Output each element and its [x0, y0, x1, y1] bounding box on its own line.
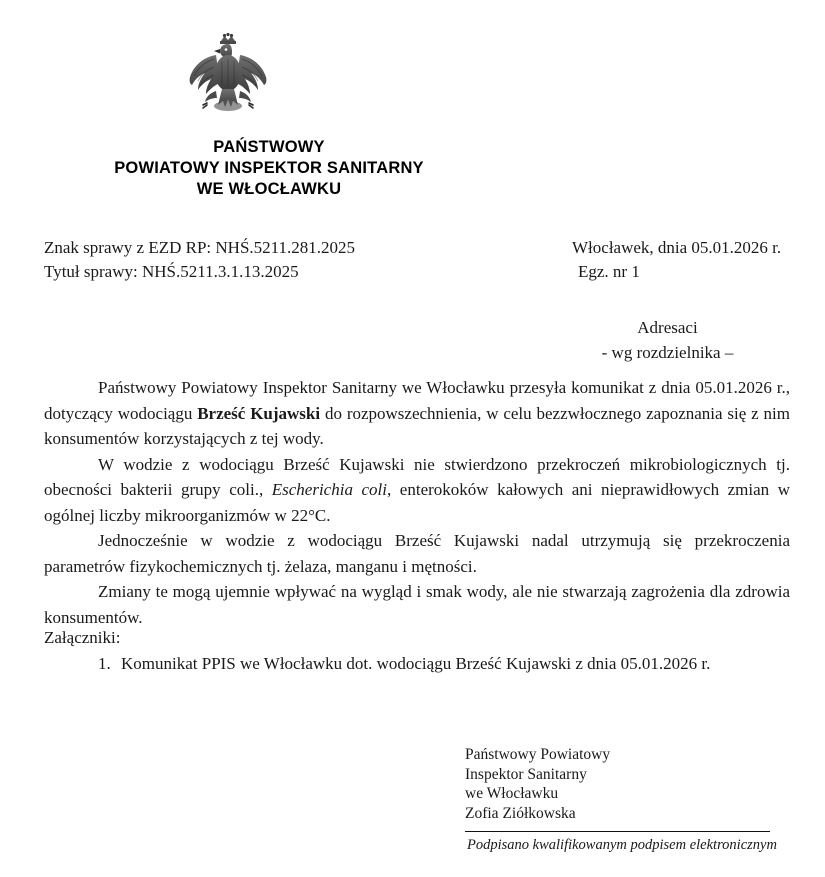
- addressee-distribution: - wg rozdzielnika –: [601, 343, 734, 362]
- addressee-block: [545, 315, 790, 365]
- escherichia-coli-italic: Escherichia coli: [271, 480, 387, 499]
- paragraph-2: [44, 452, 790, 529]
- paragraph-4: Zmiany te mogą ujemnie wpływać na wygląd i smak wody, ale nie stwarzają zagrożenia dla zdrowia konsumentów.: [44, 582, 790, 627]
- reference-block: [44, 236, 355, 284]
- letterhead: [44, 137, 494, 200]
- dateline-block: [572, 236, 781, 284]
- paragraph-3: Jednocześnie w wodzie z wodociągu Brześć Kujawski nadal utrzymują się przekroczenia parametrów fizykochemicznych tj. żelaza, manganu i mętności.: [44, 531, 790, 576]
- paragraph-2-part-b: , enterokoków kałowych ani nieprawidłowych zmian w ogólnej liczby mikroorganizmów w 22°C.: [44, 480, 790, 525]
- addressee-label: Adresaci: [637, 318, 698, 337]
- case-title: Tytuł sprawy: NHŚ.5211.3.1.13.2025: [44, 262, 299, 281]
- attachments-title: Załączniki:: [44, 628, 121, 647]
- waterworks-name-bold: Brześć Kujawski: [197, 403, 321, 423]
- signature-line-2: Inspektor Sanitarny: [465, 765, 587, 783]
- attachments-list: [44, 651, 790, 677]
- electronic-signature-note: Podpisano kwalifikowanym podpisem elektronicznym: [467, 837, 777, 853]
- polish-eagle-emblem: [176, 27, 280, 127]
- signature-line-3: we Włocławku: [465, 785, 559, 802]
- case-sign: Znak sprawy z EZD RP: NHŚ.5211.281.2025: [44, 238, 356, 257]
- attachment-number: 1.: [98, 653, 111, 673]
- letterhead-line-3: WE WŁOCŁAWKU: [196, 180, 342, 198]
- signature-divider: [465, 831, 770, 832]
- signatory-name: Zofia Ziółkowska: [465, 804, 576, 822]
- body-text: [44, 375, 790, 630]
- paragraph-1: [44, 375, 790, 452]
- letterhead-line-1: PAŃSTWOWY: [213, 138, 325, 156]
- paragraph-1-part-b: do rozpowszechnienia, w celu bezzwłocznego zapoznania się z nim konsumentów korzystających z tej wody.: [44, 403, 790, 448]
- place-and-date: Włocławek, dnia 05.01.2026 r.: [572, 238, 782, 257]
- signature-line-1: Państwowy Powiatowy: [465, 746, 611, 763]
- letterhead-line-2: POWIATOWY INSPEKTOR SANITARNY: [114, 159, 424, 177]
- paragraph-2-part-a: W wodzie z wodociągu Brześć Kujawski nie stwierdzono przekroczeń mikrobiologicznych tj. obecności bakterii grupy coli.,: [44, 454, 790, 499]
- attachment-text: Komunikat PPIS we Włocławku dot. wodociągu Brześć Kujawski z dnia 05.01.2026 r.: [121, 653, 711, 673]
- signature-block: [465, 745, 795, 823]
- attachments-section: [44, 625, 790, 676]
- list-item: [98, 651, 790, 677]
- paragraph-1-part-a: Państwowy Powiatowy Inspektor Sanitarny we Włocławku przesyła komunikat z dnia 05.01.2026 r., dotyczący wodociągu: [44, 378, 790, 423]
- copy-number: Egz. nr 1: [578, 262, 640, 281]
